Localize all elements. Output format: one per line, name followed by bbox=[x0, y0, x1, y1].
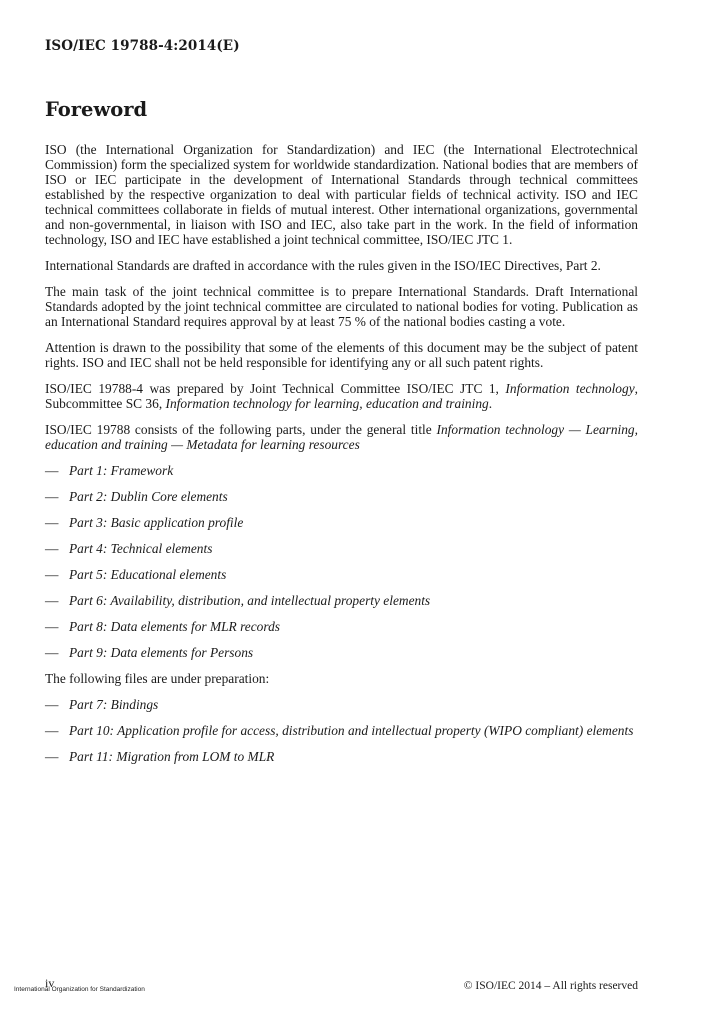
subcommittee-title: Information technology for learning, education and training bbox=[165, 396, 489, 411]
dash-bullet: — bbox=[45, 723, 59, 738]
dash-bullet: — bbox=[45, 645, 59, 660]
prepared-by-text: ISO/IEC 19788-4 was prepared by Joint Technical Committee ISO/IEC JTC 1, bbox=[45, 381, 506, 396]
part-label: Part 4: Technical elements bbox=[69, 541, 213, 556]
part-label: Part 7: Bindings bbox=[69, 697, 159, 712]
paragraph-directives: International Standards are drafted in accordance with the rules given in the ISO/IEC Directives, Part 2. bbox=[45, 258, 601, 273]
paragraph-main-task: The main task of the joint technical committee is to prepare International Standards. Draft International Standards adopted by the joint technical committee are circulated to national bodies for voting. Publication as an International Standard requires approval by at least 75 % of the national bodies casting a vote. bbox=[45, 284, 638, 329]
list-item bbox=[45, 619, 638, 634]
prepared-by-end: . bbox=[488, 396, 493, 411]
page-title: Foreword bbox=[45, 98, 148, 121]
general-title: Information technology — Learning, education and training — Metadata for learning resources bbox=[45, 422, 638, 452]
dash-bullet: — bbox=[45, 619, 59, 634]
parts-in-preparation-list bbox=[45, 697, 638, 764]
part-label: Part 3: Basic application profile bbox=[69, 515, 244, 530]
page-number: iv bbox=[45, 976, 55, 990]
part-label: Part 9: Data elements for Persons bbox=[69, 645, 254, 660]
part-label: Part 6: Availability, distribution, and intellectual property elements bbox=[69, 593, 431, 608]
dash-bullet: — bbox=[45, 593, 59, 608]
parts-intro-text: ISO/IEC 19788 consists of the following parts, under the general title bbox=[45, 422, 437, 437]
dash-bullet: — bbox=[45, 463, 59, 478]
foreword-body bbox=[45, 142, 638, 775]
part-label: Part 5: Educational elements bbox=[69, 567, 227, 582]
paragraph-under-preparation: The following files are under preparation: bbox=[45, 671, 270, 686]
paragraph-parts-intro bbox=[45, 422, 638, 452]
part-label: Part 11: Migration from LOM to MLR bbox=[69, 749, 275, 764]
list-item bbox=[45, 593, 638, 608]
paragraph-patent: Attention is drawn to the possibility that some of the elements of this document may be the subject of patent rights. ISO and IEC shall not be held responsible for identifying any or all such patent rights. bbox=[45, 340, 638, 370]
dash-bullet: — bbox=[45, 489, 59, 504]
paragraph-prepared-by bbox=[45, 381, 638, 411]
list-item bbox=[45, 489, 638, 504]
part-label: Part 1: Framework bbox=[69, 463, 174, 478]
list-item bbox=[45, 515, 638, 530]
parts-list bbox=[45, 463, 638, 660]
committee-title: Information technology bbox=[505, 381, 635, 396]
dash-bullet: — bbox=[45, 541, 59, 556]
list-item bbox=[45, 697, 638, 712]
document-id-header: ISO/IEC 19788-4:2014(E) bbox=[45, 38, 240, 54]
list-item bbox=[45, 645, 638, 660]
list-item bbox=[45, 749, 638, 764]
list-item bbox=[45, 723, 638, 738]
list-item bbox=[45, 541, 638, 556]
copyright-notice: © ISO/IEC 2014 – All rights reserved bbox=[463, 980, 638, 992]
list-item bbox=[45, 567, 638, 582]
paragraph-intro: ISO (the International Organization for Standardization) and IEC (the International Electrotechnical Commission) form the specialized system for worldwide standardization. National bodies that are members of ISO or IEC participate in the development of International Standards through technical committees established by the respective organization to deal with particular fields of technical activity. ISO and IEC technical committees collaborate in fields of mutual interest. Other international organizations, governmental and non-governmental, in liaison with ISO and IEC, also take part in the work. In the field of information technology, ISO and IEC have established a joint technical committee, ISO/IEC JTC 1. bbox=[45, 142, 638, 247]
list-item bbox=[45, 463, 638, 478]
part-label: Part 8: Data elements for MLR records bbox=[69, 619, 280, 634]
dash-bullet: — bbox=[45, 749, 59, 764]
footer-organization: International Organization for Standardization bbox=[14, 986, 145, 993]
dash-bullet: — bbox=[45, 515, 59, 530]
dash-bullet: — bbox=[45, 567, 59, 582]
part-label: Part 2: Dublin Core elements bbox=[69, 489, 228, 504]
part-label: Part 10: Application profile for access, distribution and intellectual property (WIPO compliant) elements bbox=[69, 723, 634, 738]
subcommittee-text: , Subcommittee SC 36, bbox=[45, 381, 639, 411]
dash-bullet: — bbox=[45, 697, 59, 712]
